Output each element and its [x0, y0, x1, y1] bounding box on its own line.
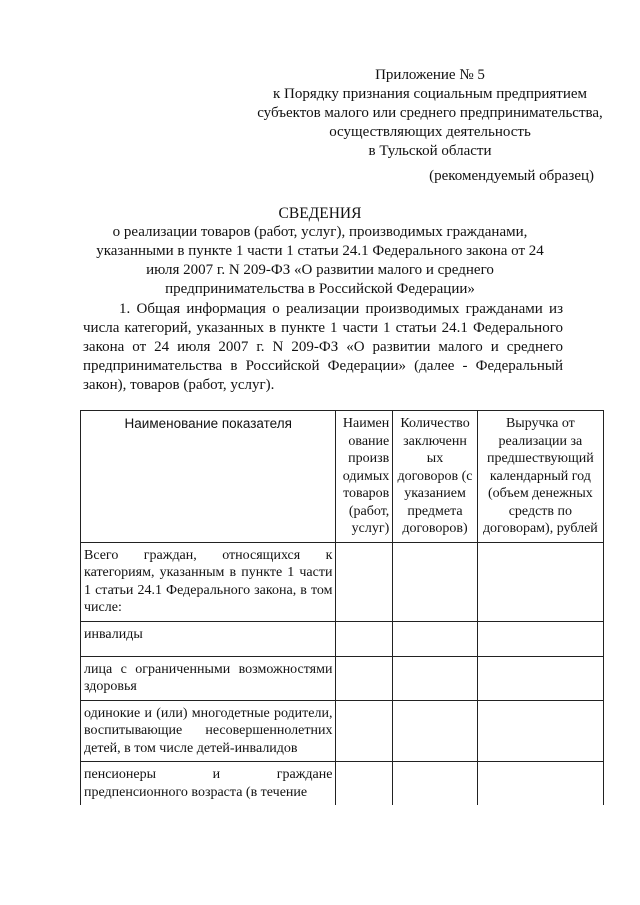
table-row — [81, 656, 604, 700]
appendix-line: осуществляющих деятельность — [329, 124, 531, 140]
cell-goods — [336, 621, 393, 656]
cell-contracts — [393, 700, 477, 762]
table-row — [81, 762, 604, 806]
header-revenue: Выручка от реализации за предшествующий календарный год (объем денежных средств по договорам), рублей — [477, 411, 603, 543]
heading-line: предпринимательства в Российской Федерации» — [165, 281, 475, 297]
cell-contracts — [393, 762, 477, 806]
row-label: одинокие и (или) многодетные родители, воспитывающие несовершеннолетних детей, в том числе детей-инвалидов — [81, 700, 336, 762]
cell-goods — [336, 656, 393, 700]
row-label: лица с ограниченными возможностями здоровья — [81, 656, 336, 700]
sample-note: (рекомендуемый образец) — [429, 168, 594, 184]
cell-revenue — [477, 700, 603, 762]
table-row — [81, 621, 604, 656]
heading-title: СВЕДЕНИЯ — [278, 205, 362, 222]
header-goods: Наимен ование произв одимых товаров (работ, услуг) — [336, 411, 393, 543]
header-indicator-name: Наименование показателя — [81, 411, 336, 543]
appendix-line: к Порядку признания социальным предприятием — [272, 86, 588, 102]
cell-contracts — [393, 542, 477, 621]
heading-line: июля 2007 г. N 209-ФЗ «О развитии малого и среднего — [146, 262, 494, 278]
cell-contracts — [393, 656, 477, 700]
row-label: Всего граждан, относящихся к категориям, указанным в пункте 1 части 1 статьи 24.1 Федерального закона, в том числе: — [81, 542, 336, 621]
cell-contracts — [393, 621, 477, 656]
appendix-header — [250, 66, 610, 161]
table-header-row — [81, 411, 604, 543]
section-1-paragraph: 1. Общая информация о реализации производимых гражданами из числа категорий, указанных в пункте 1 части 1 статьи 24.1 Федерального закона от 24 июля 2007 г. N 209-ФЗ «О развитии малого и среднего предпринимательства в Российской Федерации» (далее - Федеральный закон), товаров (работ, услуг). — [83, 301, 563, 393]
appendix-line: субъектов малого или среднего предпринимательства, — [257, 105, 603, 121]
appendix-title: Приложение № 5 — [375, 67, 485, 83]
appendix-line: в Тульской области — [368, 143, 492, 159]
header-contracts: Количество заключенн ых договоров (с указанием предмета договоров) — [393, 411, 477, 543]
cell-revenue — [477, 621, 603, 656]
cell-goods — [336, 700, 393, 762]
table-row — [81, 542, 604, 621]
cell-revenue — [477, 656, 603, 700]
row-label: пенсионеры и граждане предпенсионного возраста (в течение — [81, 762, 336, 806]
row-label: инвалиды — [81, 621, 336, 656]
cell-goods — [336, 542, 393, 621]
cell-revenue — [477, 542, 603, 621]
heading-line: указанными в пункте 1 части 1 статьи 24.1 Федерального закона от 24 — [96, 243, 544, 259]
cell-goods — [336, 762, 393, 806]
document-heading — [70, 204, 570, 299]
cell-revenue — [477, 762, 603, 806]
info-table — [80, 410, 604, 805]
heading-line: о реализации товаров (работ, услуг), производимых гражданами, — [112, 224, 528, 240]
table-row — [81, 700, 604, 762]
